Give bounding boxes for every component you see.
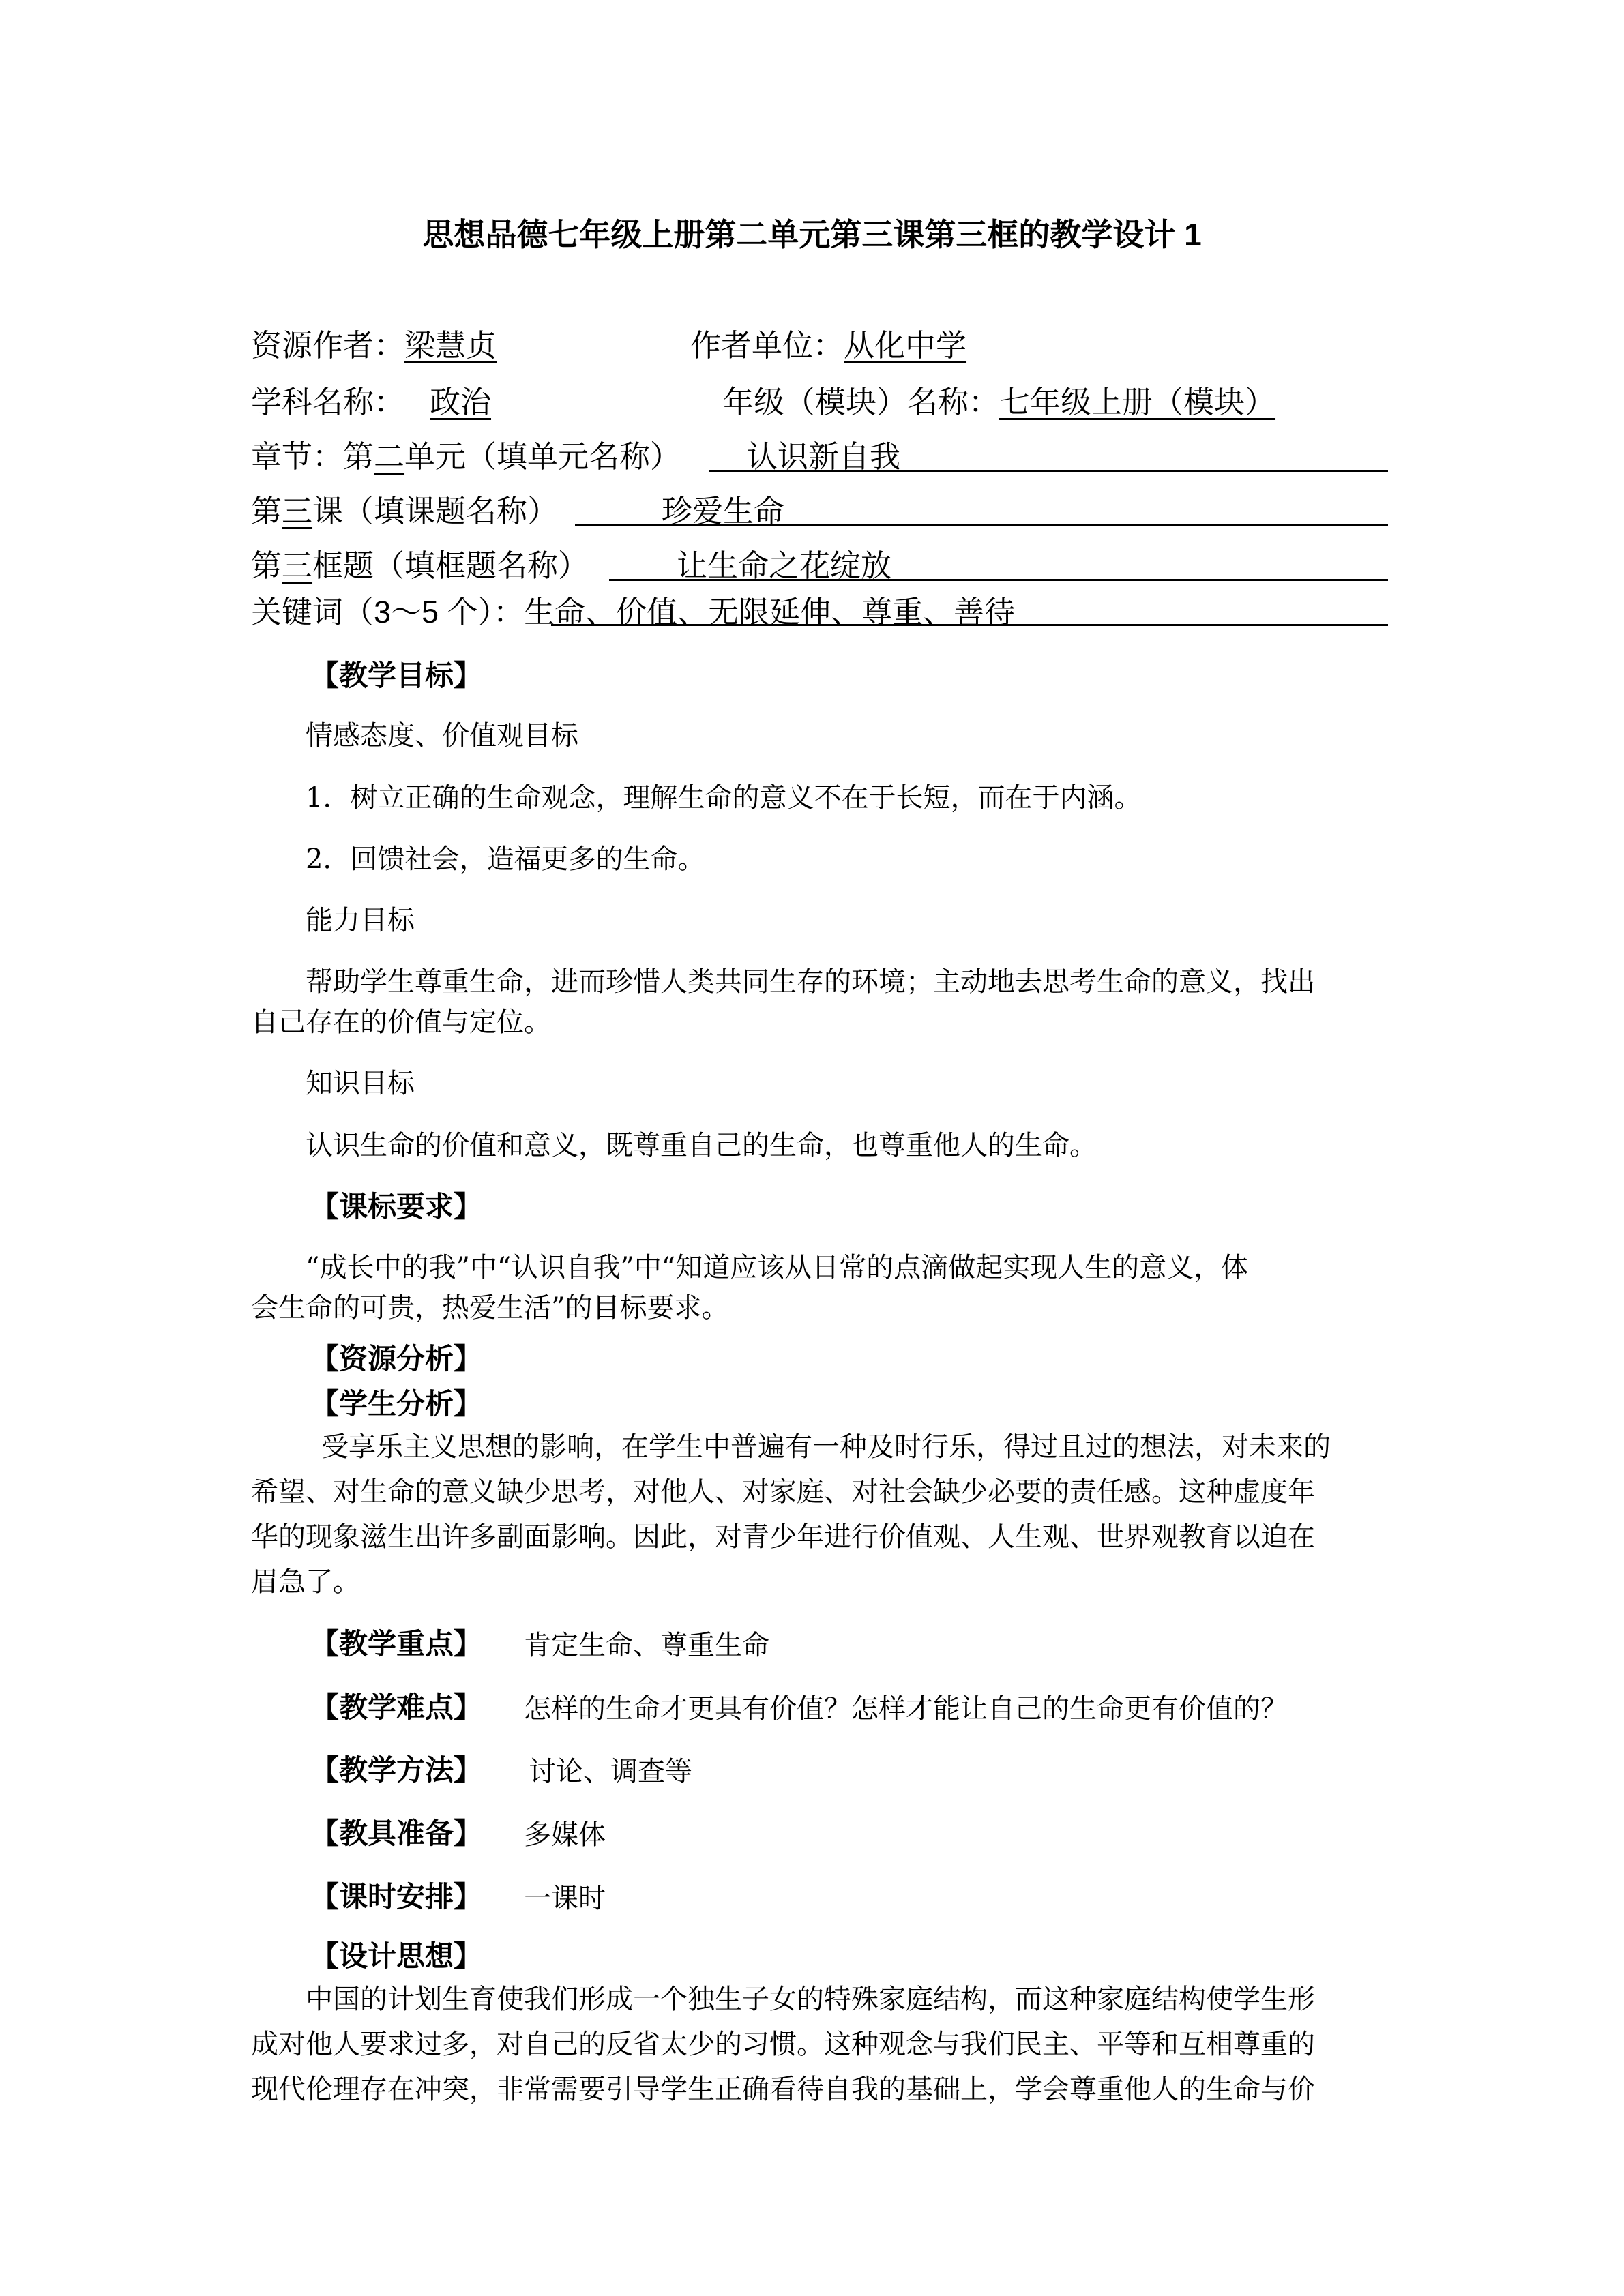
design-line-3: 现代伦理存在冲突，非常需要引导学生正确看待自我的基础上，学会尊重他人的生命与价 bbox=[251, 2074, 1315, 2105]
schedule-label: 【课时安排】 bbox=[310, 1881, 483, 1913]
chapter-row bbox=[251, 432, 681, 476]
lesson-name: 珍爱生命 bbox=[662, 494, 785, 528]
lesson-number: 三 bbox=[282, 494, 313, 528]
design-heading: 【设计思想】 bbox=[310, 1940, 483, 1972]
design-line-1: 中国的计划生育使我们形成一个独生子女的特殊家庭结构，而这种家庭结构使学生形 bbox=[306, 1984, 1315, 2015]
keywords-underline bbox=[551, 624, 1388, 626]
unit-row bbox=[690, 320, 966, 365]
keywords-label: 关键词（3～5 个）： bbox=[251, 595, 525, 629]
frame-label-tail: 框题（填框题名称） bbox=[312, 548, 589, 583]
difficulty-value: 怎样的生命才更具有价值？怎样才能让自己的生命更有价值的？ bbox=[524, 1693, 1288, 1725]
author-name: 梁慧贞 bbox=[404, 328, 497, 363]
goal-ability-line-1: 帮助学生尊重生命，进而珍惜人类共同生存的环境；主动地去思考生命的意义，找出 bbox=[306, 966, 1315, 998]
grade-name: 七年级上册（模块） bbox=[999, 385, 1276, 419]
goal-emotion-item-1: 1．树立正确的生命观念，理解生命的意义不在于长短，而在于内涵。 bbox=[306, 782, 1142, 814]
key-point-value: 肯定生命、尊重生命 bbox=[524, 1630, 769, 1661]
goal-knowledge-text: 认识生命的价值和意义，既尊重自己的生命，也尊重他人的生命。 bbox=[306, 1130, 1097, 1161]
lesson-row bbox=[251, 486, 558, 531]
unit-label: 作者单位： bbox=[690, 328, 844, 363]
goal-emotion-heading: 情感态度、价值观目标 bbox=[306, 720, 578, 751]
student-line-2: 希望、对生命的意义缺少思考，对他人、对家庭、对社会缺少必要的责任感。这种虚度年 bbox=[251, 1476, 1315, 1508]
goal-knowledge-heading: 知识目标 bbox=[306, 1068, 415, 1099]
chapter-number: 二 bbox=[374, 439, 405, 474]
key-point-label: 【教学重点】 bbox=[310, 1628, 483, 1660]
chapter-label: 章节：第 bbox=[251, 439, 374, 474]
tools-label: 【教具准备】 bbox=[310, 1817, 483, 1849]
tools-value: 多媒体 bbox=[524, 1819, 606, 1851]
goal-ability-line-2: 自己存在的价值与定位。 bbox=[251, 1007, 551, 1038]
frame-underline bbox=[609, 579, 1388, 581]
chapter-underline bbox=[709, 470, 1388, 472]
frame-number: 三 bbox=[282, 548, 313, 583]
student-line-1: 受享乐主义思想的影响，在学生中普遍有一种及时行乐，得过且过的想法，对未来的 bbox=[321, 1431, 1331, 1463]
author-label: 资源作者： bbox=[251, 328, 405, 363]
grade-label: 年级（模块）名称： bbox=[723, 385, 1000, 419]
author-row bbox=[251, 320, 497, 365]
lesson-label: 第 bbox=[251, 494, 282, 528]
method-label: 【教学方法】 bbox=[310, 1754, 483, 1786]
difficulty-label: 【教学难点】 bbox=[310, 1691, 483, 1723]
keywords-value: 生命、价值、无限延伸、尊重、善待 bbox=[524, 595, 1016, 629]
standard-line-1: “成长中的我”中“认识自我”中“知道应该从日常的点滴做起实现人生的意义，体 bbox=[306, 1252, 1249, 1283]
frame-label: 第 bbox=[251, 548, 282, 583]
document-title: 思想品德七年级上册第二单元第三课第三框的教学设计 1 bbox=[422, 217, 1202, 252]
standard-line-2: 会生命的可贵，热爱生活”的目标要求。 bbox=[251, 1292, 729, 1324]
student-heading: 【学生分析】 bbox=[310, 1388, 483, 1420]
frame-row bbox=[251, 541, 589, 585]
subject-row bbox=[251, 377, 404, 421]
grade-row bbox=[723, 377, 1275, 421]
chapter-label-tail: 单元（填单元名称） bbox=[404, 439, 681, 474]
chapter-name: 认识新自我 bbox=[747, 439, 901, 474]
schedule-value: 一课时 bbox=[524, 1883, 606, 1914]
student-line-4: 眉急了。 bbox=[251, 1566, 360, 1598]
goal-emotion-item-2: 2．回馈社会，造福更多的生命。 bbox=[306, 844, 705, 875]
lesson-underline bbox=[575, 524, 1388, 526]
subject-name: 政治 bbox=[430, 385, 492, 419]
resource-heading: 【资源分析】 bbox=[310, 1343, 483, 1375]
lesson-label-tail: 课（填课题名称） bbox=[312, 494, 559, 528]
frame-name: 让生命之花绽放 bbox=[677, 548, 892, 583]
standard-heading: 【课标要求】 bbox=[310, 1191, 483, 1223]
student-line-3: 华的现象滋生出许多副面影响。因此，对青少年进行价值观、人生观、世界观教育以迫在 bbox=[251, 1521, 1315, 1553]
design-line-2: 成对他人要求过多，对自己的反省太少的习惯。这种观念与我们民主、平等和互相尊重的 bbox=[251, 2029, 1315, 2060]
method-value: 讨论、调查等 bbox=[529, 1756, 692, 1787]
unit-name: 从化中学 bbox=[844, 328, 967, 363]
goal-ability-heading: 能力目标 bbox=[306, 905, 415, 936]
subject-label: 学科名称： bbox=[251, 385, 405, 419]
goals-heading: 【教学目标】 bbox=[310, 659, 483, 691]
